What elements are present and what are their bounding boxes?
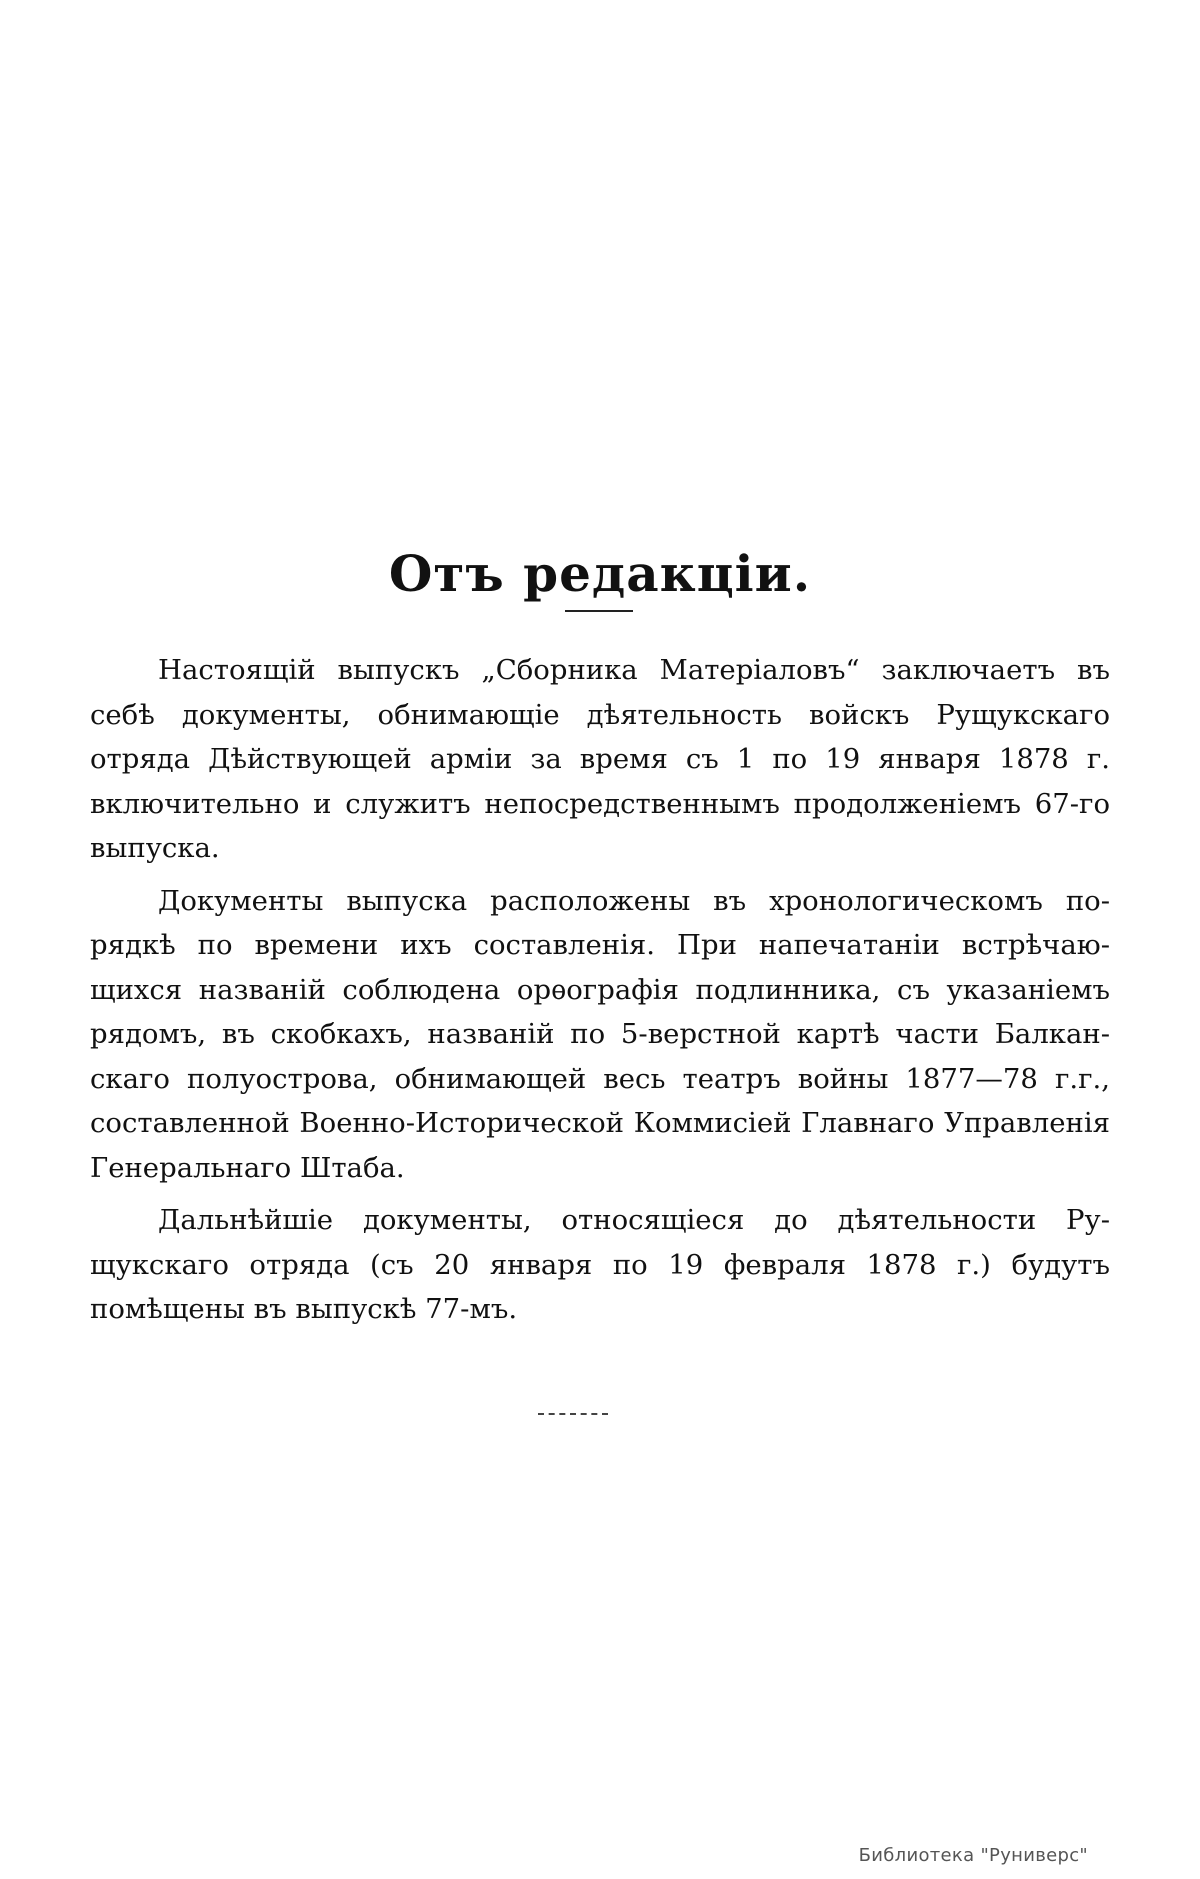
text-line: щихся названій соблюдена орѳографія подлинника, съ указаніемъ (90, 973, 1110, 1006)
text-line: составленной Военно-Исторической Коммисіей Главнаго Управленія (90, 1107, 1110, 1139)
text-line: помѣщены въ выпускѣ 77-мъ. (90, 1293, 518, 1325)
text-line: Генеральнаго Штаба. (90, 1151, 405, 1184)
text-line: рядкѣ по времени ихъ составленія. При напечатаніи встрѣчаю- (90, 929, 1110, 961)
text-line: рядомъ, въ скобкахъ, названій по 5-верстной картѣ части Балкан- (90, 1018, 1110, 1050)
text-line: щукскаго отряда (съ 20 января по 19 февраля 1878 г.) будутъ (90, 1248, 1110, 1281)
editorial-note-body (90, 648, 1110, 1340)
page-title: Отъ редакціи. (388, 543, 812, 603)
paragraph-3 (90, 1198, 1110, 1332)
text-line: Настоящій выпускъ „Сборника Матеріаловъ“ заключаетъ въ (158, 654, 1110, 686)
text-line: выпуска. (90, 832, 220, 864)
end-divider (538, 1413, 608, 1415)
text-line: Документы выпуска расположены въ хронологическомъ по- (158, 884, 1110, 917)
library-watermark: Библиотека "Руниверс" (858, 1845, 1088, 1866)
text-line: отряда Дѣйствующей арміи за время съ 1 по 19 января 1878 г. (90, 743, 1110, 775)
text-line: скаго полуострова, обнимающей весь театръ войны 1877—78 г.г., (90, 1062, 1110, 1095)
paragraph-2 (90, 879, 1110, 1191)
text-line: включительно и служитъ непосредственнымъ продолженіемъ 67-го (90, 787, 1110, 820)
text-line: Дальнѣйшіе документы, относящіеся до дѣятельности Ру- (158, 1204, 1110, 1236)
text-line: себѣ документы, обнимающіе дѣятельность войскъ Рущукскаго (90, 698, 1110, 731)
title-divider (565, 610, 633, 612)
paragraph-1 (90, 648, 1110, 871)
